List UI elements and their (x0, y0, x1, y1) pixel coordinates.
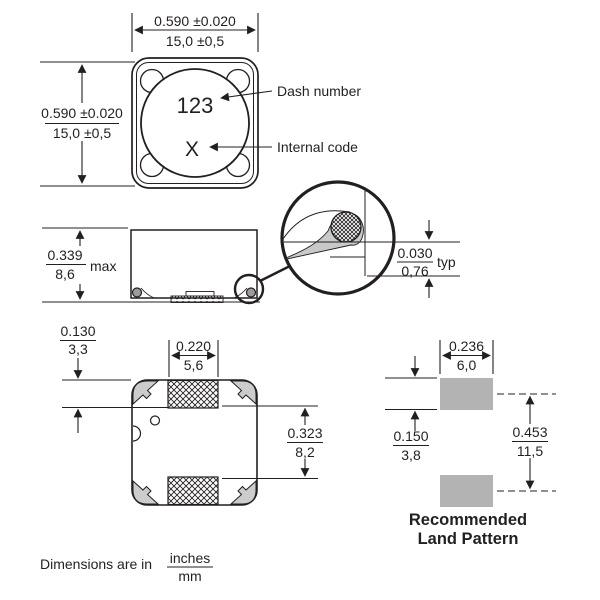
land-pattern-top-pad (440, 378, 493, 410)
detail-view (282, 182, 460, 294)
side-view-left-terminal (133, 288, 142, 297)
land-pitch-inches: 0.453 (512, 424, 548, 440)
land-pattern-bottom-pad (440, 475, 493, 507)
land-width-inches: 0.236 (448, 338, 485, 354)
land-pattern-pitch-dimension (497, 394, 556, 491)
units-note-denominator: mm (178, 568, 202, 584)
side-view-height-dimension (42, 228, 128, 302)
internal-code-marking: X (184, 138, 200, 161)
land-height-inches: 0.150 (393, 428, 429, 444)
edge-dim-inches: 0.130 (60, 323, 96, 339)
land-pattern-caption-line1: Recommended (408, 511, 528, 529)
bottom-view (132, 380, 257, 505)
detail-leader-line (260, 266, 290, 281)
detail-dim-qualifier: typ (437, 254, 456, 270)
internal-code-label: Internal code (277, 139, 358, 155)
side-view-center-pad (171, 296, 223, 303)
bottom-view-pad-width-dimension (169, 338, 218, 377)
dash-number-marking: 123 (176, 93, 214, 118)
detail-terminal-dimension (397, 220, 456, 298)
top-height-inches: 0.590 ±0.020 (41, 105, 123, 121)
pad-gap-inches: 0.323 (287, 425, 323, 441)
top-height-mm: 15,0 ±0,5 (52, 125, 112, 141)
side-view (128, 230, 290, 303)
pad-gap-mm: 8,2 (295, 444, 315, 460)
top-view-height-dimension (37, 62, 135, 186)
units-note (40, 550, 213, 584)
detail-dim-mm: 0,76 (401, 263, 429, 279)
top-width-inches: 0.590 ±0.020 (154, 13, 236, 29)
side-height-qualifier: max (90, 258, 117, 274)
detail-dim-inches: 0.030 (397, 245, 433, 261)
side-view-body (131, 230, 257, 298)
dash-number-label: Dash number (277, 83, 362, 99)
bottom-view-bottom-pad (168, 477, 218, 505)
units-note-prefix: Dimensions are in (40, 556, 153, 572)
polarity-dot (151, 416, 160, 425)
top-width-mm: 15,0 ±0,5 (165, 33, 225, 49)
units-note-numerator: inches (169, 550, 211, 566)
wire-cross-section (331, 212, 361, 242)
side-height-inches: 0.339 (47, 247, 83, 263)
top-view (132, 58, 258, 188)
edge-dim-mm: 3,3 (68, 341, 88, 357)
land-width-mm: 6,0 (456, 357, 477, 373)
top-view-width-dimension (132, 13, 258, 52)
land-pattern (409, 378, 527, 548)
pad-width-mm: 5,6 (183, 357, 204, 373)
bottom-view-top-pad (168, 381, 218, 409)
land-pattern-height-dimension (385, 356, 437, 463)
side-view-right-terminal (247, 288, 256, 297)
land-height-mm: 3,8 (401, 447, 421, 463)
land-pattern-width-dimension (440, 338, 493, 374)
land-pitch-mm: 11,5 (516, 443, 544, 459)
pad-width-inches: 0.220 (175, 338, 212, 354)
land-pattern-caption-line2: Land Pattern (417, 530, 519, 548)
side-height-mm: 8,6 (55, 266, 75, 282)
